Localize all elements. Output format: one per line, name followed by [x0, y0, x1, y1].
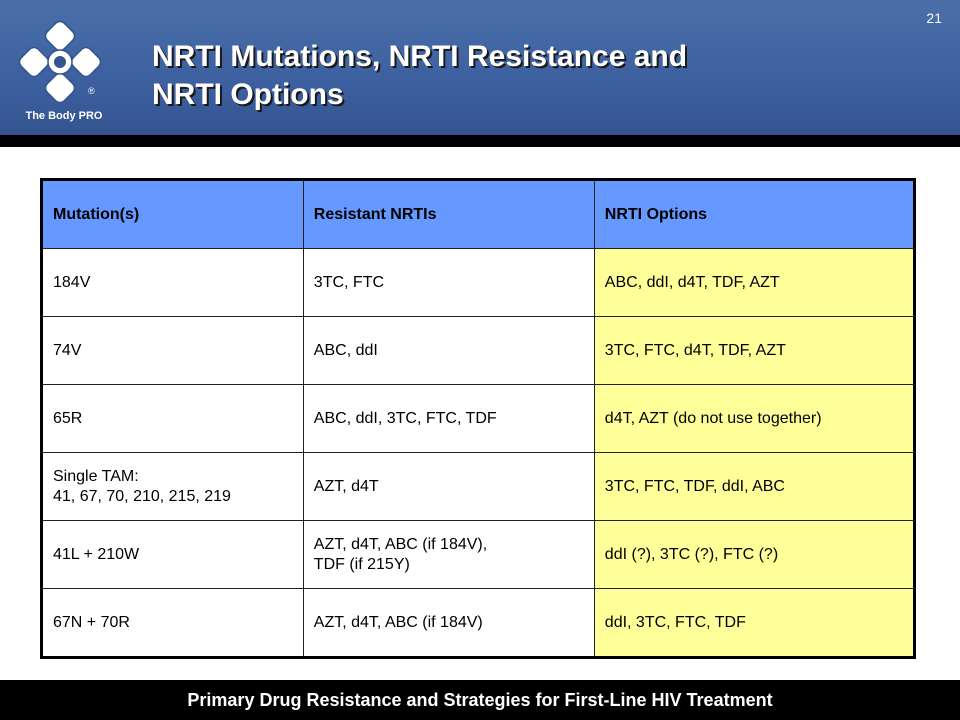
mutation-cell	[42, 521, 304, 589]
mutation-cell-line: Single TAM:	[53, 467, 139, 485]
slide-title-line1: NRTI Mutations, NRTI Resistance and	[152, 40, 688, 73]
column-header-options: NRTI Options	[594, 180, 914, 249]
mutation-cell	[42, 453, 304, 521]
resistant-cell-line: AZT, d4T, ABC (if 184V),	[313, 535, 488, 553]
column-header-resistant: Resistant NRTIs	[303, 180, 594, 249]
mutation-cell	[42, 317, 304, 385]
table-row	[42, 385, 915, 453]
slide-header	[0, 0, 960, 135]
resistant-cell	[303, 249, 594, 317]
mutation-cell	[42, 249, 304, 317]
options-cell	[594, 385, 914, 453]
resistant-cell	[303, 589, 594, 658]
header-divider	[0, 135, 960, 147]
slide-title	[152, 38, 872, 114]
resistant-cell-line: TDF (if 215Y)	[313, 555, 410, 573]
resistant-cell	[303, 317, 594, 385]
table-row	[42, 317, 915, 385]
resistant-cell-line: AZT, d4T	[313, 477, 379, 495]
options-cell	[594, 589, 914, 658]
slide-number: 21	[926, 10, 942, 26]
options-cell-line: 3TC, FTC, d4T, TDF, AZT	[604, 341, 786, 359]
table-row	[42, 521, 915, 589]
hands-circle-logo-icon	[18, 20, 102, 104]
mutation-cell-line: 67N + 70R	[53, 613, 130, 631]
resistant-cell	[303, 453, 594, 521]
mutation-cell-line: 41L + 210W	[53, 545, 140, 563]
options-cell	[594, 249, 914, 317]
options-cell	[594, 521, 914, 589]
mutation-cell-line: 41, 67, 70, 210, 215, 219	[53, 487, 231, 505]
nrti-table	[40, 178, 916, 659]
resistant-cell-line: 3TC, FTC	[313, 273, 385, 291]
svg-text:®: ®	[88, 86, 95, 96]
table-row	[42, 589, 915, 658]
column-header-mutations: Mutation(s)	[42, 180, 304, 249]
resistant-cell-line: AZT, d4T, ABC (if 184V)	[313, 613, 483, 631]
resistant-cell	[303, 385, 594, 453]
resistant-cell-line: ABC, ddI, 3TC, FTC, TDF	[313, 409, 497, 427]
logo-caption: The Body PRO	[25, 110, 103, 122]
options-cell-line: ABC, ddI, d4T, TDF, AZT	[604, 273, 780, 291]
table-header-row	[42, 180, 915, 249]
options-cell-line: ddI, 3TC, FTC, TDF	[604, 613, 746, 631]
table-row	[42, 453, 915, 521]
slide-footer: Primary Drug Resistance and Strategies for First-Line HIV Treatment	[0, 680, 960, 720]
options-cell-line: ddI (?), 3TC (?), FTC (?)	[604, 545, 779, 563]
table-body	[42, 249, 915, 658]
options-cell-line: 3TC, FTC, TDF, ddI, ABC	[604, 477, 785, 495]
mutation-cell-line: 184V	[53, 273, 91, 291]
resistant-cell-line: ABC, ddI	[313, 341, 378, 359]
mutation-cell-line: 65R	[53, 409, 83, 427]
mutation-cell-line: 74V	[53, 341, 82, 359]
options-cell	[594, 453, 914, 521]
options-cell	[594, 317, 914, 385]
resistant-cell	[303, 521, 594, 589]
mutation-cell	[42, 589, 304, 658]
mutation-cell	[42, 385, 304, 453]
options-cell-line: d4T, AZT (do not use together)	[604, 409, 822, 427]
slide-title-line2: NRTI Options	[152, 78, 344, 111]
table-row	[42, 249, 915, 317]
